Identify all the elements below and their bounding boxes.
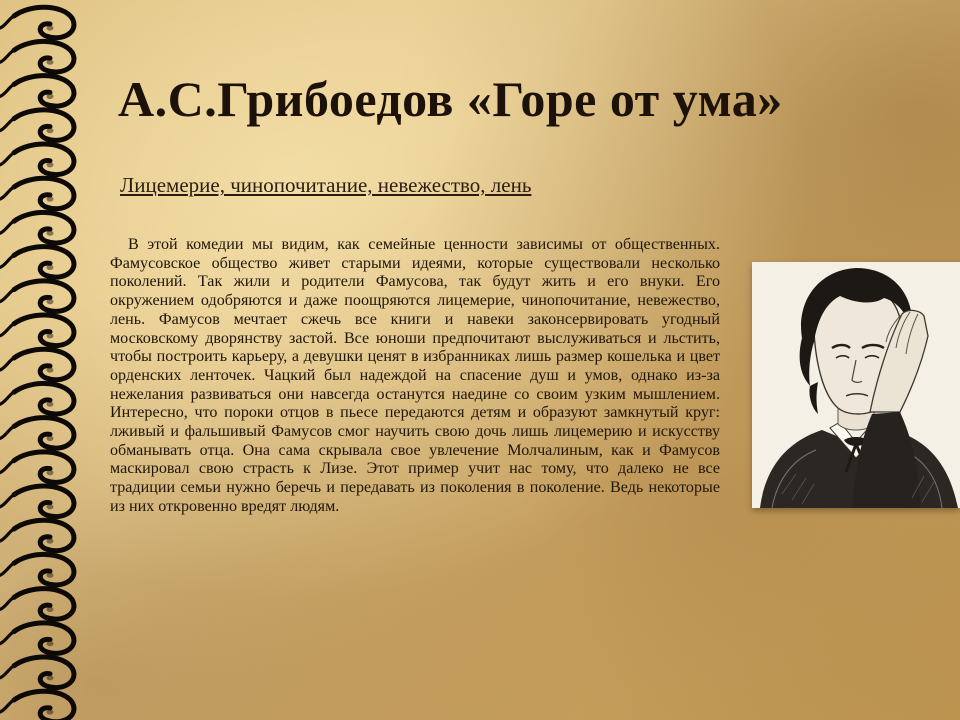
spiral-coil	[0, 418, 74, 449]
spiral-coil	[0, 281, 74, 312]
spiral-coil	[0, 178, 74, 209]
spiral-binding-icon	[0, 0, 90, 720]
spiral-coil	[0, 623, 74, 654]
body-paragraph: В этой комедии мы видим, как семейные ценности зависимы от общественных. Фамусовское общество живет старыми идеями, которые существовали несколько поколений. Так жили и родители Фамусова, так будут жить и его внуки. Его окружением одобряются и даже поощряются лицемерие, чинопочитание, невежество, лень. Фамусов мечтает сжечь все книги и навеки законсервировать угодный московскому дворянству застой. Все юноши предпочитают выслуживаться и льстить, чтобы построить карьеру, а девушки ценят в избранниках лишь размер кошелька и цвет орденских ленточек. Чацкий был надеждой на спасение душ и умов, однако из-за нежелания развиваться они навсегда останутся наедине со своим узким мышлением. Интересно, что пороки отцов в пьесе передаются детям и образуют замкнутый круг: лживый и фальшивый Фамусов смог научить свою дочь лишь лицемерию и искусству обманывать отца. Она сама скрывала свое увлечение Молчалиным, как и Фамусов маскировал свою страсть к Лизе. Этот пример учит нас тому, что далеко не все традиции семьи нужно беречь и передавать из поколения в поколение. Ведь некоторые из них откровенно вредят людям.	[110, 236, 720, 515]
spiral-coil	[0, 452, 74, 483]
spiral-coil	[0, 76, 74, 107]
spiral-coil	[0, 144, 74, 175]
spiral-coil	[0, 486, 74, 517]
spiral-coil	[0, 691, 74, 720]
slide-subtitle: Лицемерие, чинопочитание, невежество, лень	[120, 173, 532, 197]
spiral-coil	[0, 589, 74, 620]
spiral-coil	[0, 247, 74, 278]
spiral-coil	[0, 657, 74, 688]
spiral-coil	[0, 41, 74, 72]
author-portrait	[752, 262, 960, 508]
spiral-coil	[0, 212, 74, 243]
spiral-coil	[0, 110, 74, 141]
slide-title: А.С.Грибоедов «Горе от ума»	[118, 71, 783, 127]
spiral-coil	[0, 7, 74, 38]
spiral-coil	[0, 383, 74, 414]
spiral-coil	[0, 349, 74, 380]
spiral-coil	[0, 315, 74, 346]
spiral-coil	[0, 554, 74, 585]
engraved-portrait-image	[752, 262, 960, 508]
spiral-coil	[0, 520, 74, 551]
